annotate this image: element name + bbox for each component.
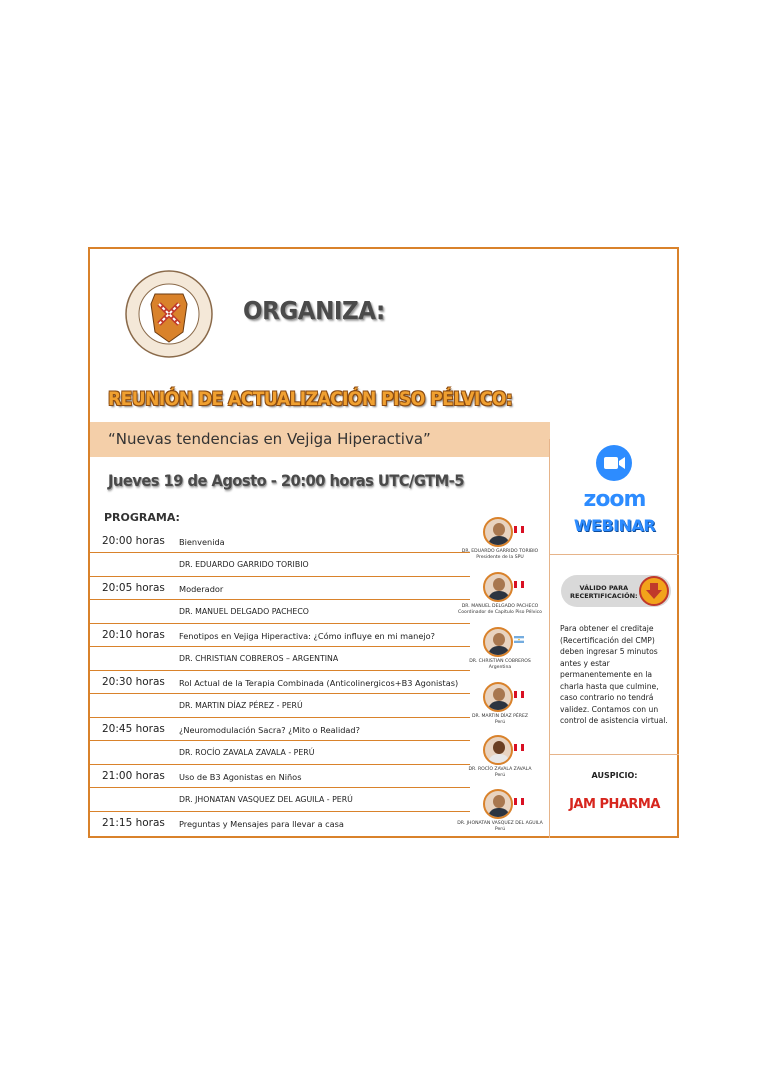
- speaker-caption: DR. JHONATAN VASQUEZ DEL AGUILA Perú: [457, 821, 543, 832]
- schedule-row: [90, 577, 470, 600]
- peru-flag-icon: [514, 744, 524, 751]
- schedule-slot: [90, 577, 470, 624]
- slot-speaker: DR. JHONATAN VASQUEZ DEL AGUILA - PERÚ: [179, 795, 353, 804]
- sidebar-divider: [550, 554, 679, 555]
- subtitle-band: [90, 422, 550, 457]
- recertification-note: Para obtener el creditaje (Recertificación del CMP) deben ingresar 5 minutos antes y estar permanentemente en la charla hasta que culmine, caso contrario no tendrá validez. Contamos con un control de asistencia virtual.: [560, 624, 668, 725]
- schedule-row: [90, 765, 470, 788]
- schedule-row: [90, 694, 470, 718]
- speaker-avatar: [483, 627, 513, 657]
- slot-speaker: DR. EDUARDO GARRIDO TORIBIO: [179, 560, 309, 569]
- slot-topic: Bienvenida: [179, 537, 225, 547]
- slot-time: 21:00 horas: [102, 770, 165, 782]
- schedule-row: [90, 718, 470, 741]
- slot-topic: Rol Actual de la Terapia Combinada (Anticolinergicos+B3 Agonistas): [179, 678, 459, 688]
- peru-flag-icon: [514, 581, 524, 588]
- peru-flag-icon: [514, 798, 524, 805]
- slot-time: 20:00 horas: [102, 535, 165, 547]
- speaker-avatar: [483, 789, 513, 819]
- schedule-row: [90, 600, 470, 624]
- slot-topic: Preguntas y Mensajes para llevar a casa: [179, 819, 344, 829]
- sponsor-logo: JAM PHARMA: [569, 797, 660, 812]
- schedule-slot: [90, 765, 470, 812]
- down-arrow-icon: [639, 576, 669, 606]
- schedule-row: [90, 553, 470, 577]
- schedule-slot: [90, 671, 470, 718]
- slot-speaker: DR. MARTIN DÍAZ PÉREZ - PERÚ: [179, 701, 303, 710]
- speaker-card: [450, 789, 550, 837]
- argentina-flag-icon: [514, 636, 524, 643]
- zoom-logo-text: zoom: [583, 487, 646, 512]
- schedule-row: [90, 671, 470, 694]
- slot-topic: Uso de B3 Agonistas en Niños: [179, 772, 302, 782]
- speaker-avatar: [483, 572, 513, 602]
- speaker-avatar: [483, 517, 513, 547]
- schedule-row: [90, 624, 470, 647]
- program-schedule: [90, 530, 470, 859]
- recertification-label: VÁLIDO PARA RECERTIFICACIÓN:: [570, 584, 638, 600]
- speaker-card: [450, 735, 550, 783]
- speaker-avatar: [483, 735, 513, 765]
- schedule-slot: [90, 624, 470, 671]
- schedule-row: [90, 788, 470, 812]
- event-subtitle: “Nuevas tendencias en Vejiga Hiperactiva”: [108, 430, 431, 448]
- schedule-row: [90, 530, 470, 553]
- program-label: PROGRAMA:: [104, 511, 180, 524]
- sponsor-heading: AUSPICIO:: [591, 771, 638, 780]
- speaker-caption: DR. EDUARDO GARRIDO TORIBIO Presidente de la SPU: [461, 549, 539, 560]
- event-date: Jueves 19 de Agosto - 20:00 horas UTC/GTM-5: [108, 471, 464, 490]
- slot-time: 21:15 horas: [102, 817, 165, 829]
- slot-time: 20:30 horas: [102, 676, 165, 688]
- schedule-slot: [90, 718, 470, 765]
- slot-speaker: DR. MANUEL DELGADO PACHECO: [179, 607, 309, 616]
- sidebar-divider: [550, 754, 679, 755]
- sidebar: [550, 439, 679, 838]
- speaker-caption: DR. MARTIN DÍAZ PÉREZ Perú: [471, 714, 529, 725]
- slot-speaker: DR. ROCÍO ZAVALA ZAVALA - PERÚ: [179, 748, 315, 757]
- event-title: REUNIÓN DE ACTUALIZACIÓN PISO PÉLVICO:: [108, 388, 513, 410]
- recertification-badge: [561, 575, 671, 607]
- slot-time: 20:05 horas: [102, 582, 165, 594]
- peru-flag-icon: [514, 526, 524, 533]
- schedule-row: [90, 647, 470, 671]
- schedule-row: [90, 741, 470, 765]
- organiza-heading: ORGANIZA:: [243, 296, 385, 325]
- slot-time: 20:10 horas: [102, 629, 165, 641]
- society-seal-logo: [125, 270, 213, 358]
- slot-speaker: DR. CHRISTIAN COBREROS – ARGENTINA: [179, 654, 339, 663]
- zoom-camera-icon: [596, 445, 632, 481]
- webinar-label: WEBINAR: [573, 516, 656, 535]
- slot-topic: Fenotipos en Vejiga Hiperactiva: ¿Cómo influye en mi manejo?: [179, 631, 435, 641]
- slot-time: 20:45 horas: [102, 723, 165, 735]
- event-flyer: [88, 247, 679, 838]
- slot-topic: ¿Neuromodulación Sacra? ¿Mito o Realidad?: [179, 725, 360, 735]
- peru-flag-icon: [514, 691, 524, 698]
- schedule-slot: [90, 530, 470, 577]
- speaker-avatar: [483, 682, 513, 712]
- speaker-card: [450, 627, 550, 675]
- speaker-card: [450, 517, 550, 565]
- speaker-card: [450, 572, 550, 620]
- schedule-slot: [90, 812, 470, 859]
- slot-topic: Moderador: [179, 584, 224, 594]
- speaker-caption: DR. ROCÍO ZAVALA ZAVALA Perú: [468, 767, 532, 778]
- speaker-caption: DR. CHRISTIAN COBREROS Argentina: [469, 659, 531, 670]
- speaker-card: [450, 682, 550, 730]
- speaker-caption: DR. MANUEL DELGADO PACHECO Coordinador de Capítulo Piso Pélvico: [458, 604, 542, 615]
- schedule-row: [90, 812, 470, 835]
